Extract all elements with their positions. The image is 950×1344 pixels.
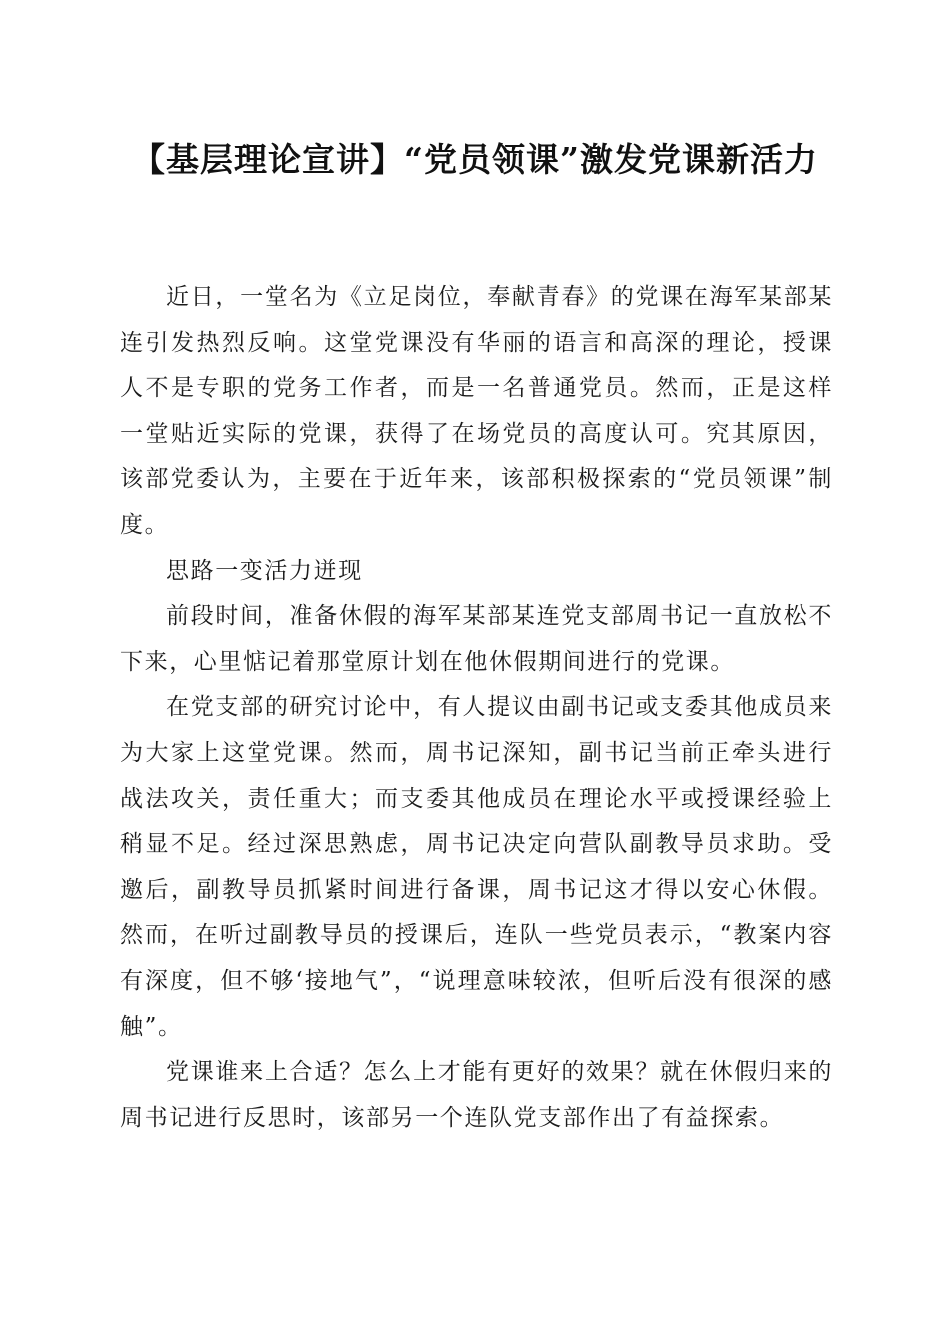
- section-heading: 思路一变活力迸现: [166, 557, 363, 584]
- article-title: 【基层理论宣讲】“党员领课”激发党课新活力: [132, 140, 818, 179]
- article-body: [120, 275, 833, 1141]
- paragraph-discussion: 在党支部的研究讨论中，有人提议由副书记或支委其他成员来为大家上这堂党课。然而，周书记深知，副书记当前正牵头进行战法攻关，责任重大；而支委其他成员在理论水平或授课经验上稍显不足。经过深思熟虑，周书记决定向营队副教导员求助。受邀后，副教导员抓紧时间进行备课，周书记这才得以安心休假。然而，在听过副教导员的授课后，连队一些党员表示，“教案内容有深度，但不够‘接地气”，“说理意味较浓，但听后没有很深的感触”。: [120, 694, 833, 1040]
- paragraph-question: 党课谁来上合适？怎么上才能有更好的效果？就在休假归来的周书记进行反思时，该部另一个连队党支部作出了有益探索。: [120, 1059, 833, 1131]
- paragraph-intro: 近日，一堂名为《立足岗位，奉献青春》的党课在海军某部某连引发热烈反响。这堂党课没有华丽的语言和高深的理论，授课人不是专职的党务工作者，而是一名普通党员。然而，正是这样一堂贴近实际的党课，获得了在场党员的高度认可。究其原因，该部党委认为，主要在于近年来，该部积极探索的“党员领课”制度。: [120, 284, 833, 538]
- paragraph-secretary: 前段时间，准备休假的海军某部某连党支部周书记一直放松不下来，心里惦记着那堂原计划在他休假期间进行的党课。: [120, 603, 833, 675]
